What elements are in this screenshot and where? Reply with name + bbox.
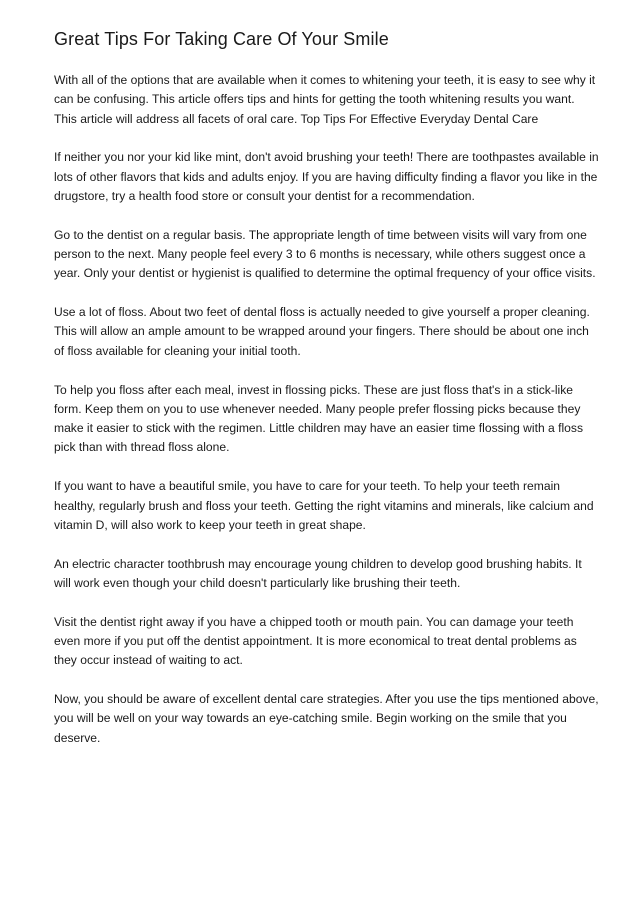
paragraph-toothpaste-flavors: If neither you nor your kid like mint, don't avoid brushing your teeth! There are toothpastes available in lots of other flavors that kids and adults enjoy. If you are having difficulty finding a flavor you like in the drugstore, try a health food store or consult your dentist for a recommendation. [54,150,599,203]
paragraph-electric-toothbrush: An electric character toothbrush may encourage young children to develop good brushing habits. It will work even though your child doesn't particularly like brushing their teeth. [54,556,582,590]
paragraph-intro: With all of the options that are available when it comes to whitening your teeth, it is easy to see why it can be confusing. This article offers tips and hints for getting the tooth whitening results you want. This article will address all facets of oral care. Top Tips For Effective Everyday Dental Care [54,73,596,126]
paragraph-conclusion: Now, you should be aware of excellent dental care strategies. After you use the tips mentioned above, you will be well on your way towards an eye-catching smile. Begin working on the smile that you deserve. [54,692,599,745]
paragraph-chipped-tooth: Visit the dentist right away if you have a chipped tooth or mouth pain. You can damage your teeth even more if you put off the dentist appointment. It is more economical to treat dental problems as they occur instead of waiting to act. [54,614,577,668]
document-title: Great Tips For Taking Care Of Your Smile [54,29,389,49]
paragraph-floss-amount: Use a lot of floss. About two feet of dental floss is actually needed to give yourself a proper cleaning. This will allow an ample amount to be wrapped around your fingers. There should be about one inch of floss available for cleaning your initial tooth. [54,305,590,358]
paragraph-dentist-visits: Go to the dentist on a regular basis. The appropriate length of time between visits will vary from one person to the next. Many people feel every 3 to 6 months is necessary, while others suggest once a year. Only your dentist or hygienist is qualified to determine the optimal frequency of your office visits. [54,227,596,281]
paragraph-beautiful-smile: If you want to have a beautiful smile, you have to care for your teeth. To help your teeth remain healthy, regularly brush and floss your teeth. Getting the right vitamins and minerals, like calcium and vitamin D, will also work to keep your teeth in great shape. [54,479,594,532]
paragraph-flossing-picks: To help you floss after each meal, invest in flossing picks. These are just floss that's in a stick-like form. Keep them on you to use whenever needed. Many people prefer flossing picks because they make it easier to stick with the regimen. Little children may have an easier time flossing with a floss pick than with thread floss alone. [54,382,583,455]
